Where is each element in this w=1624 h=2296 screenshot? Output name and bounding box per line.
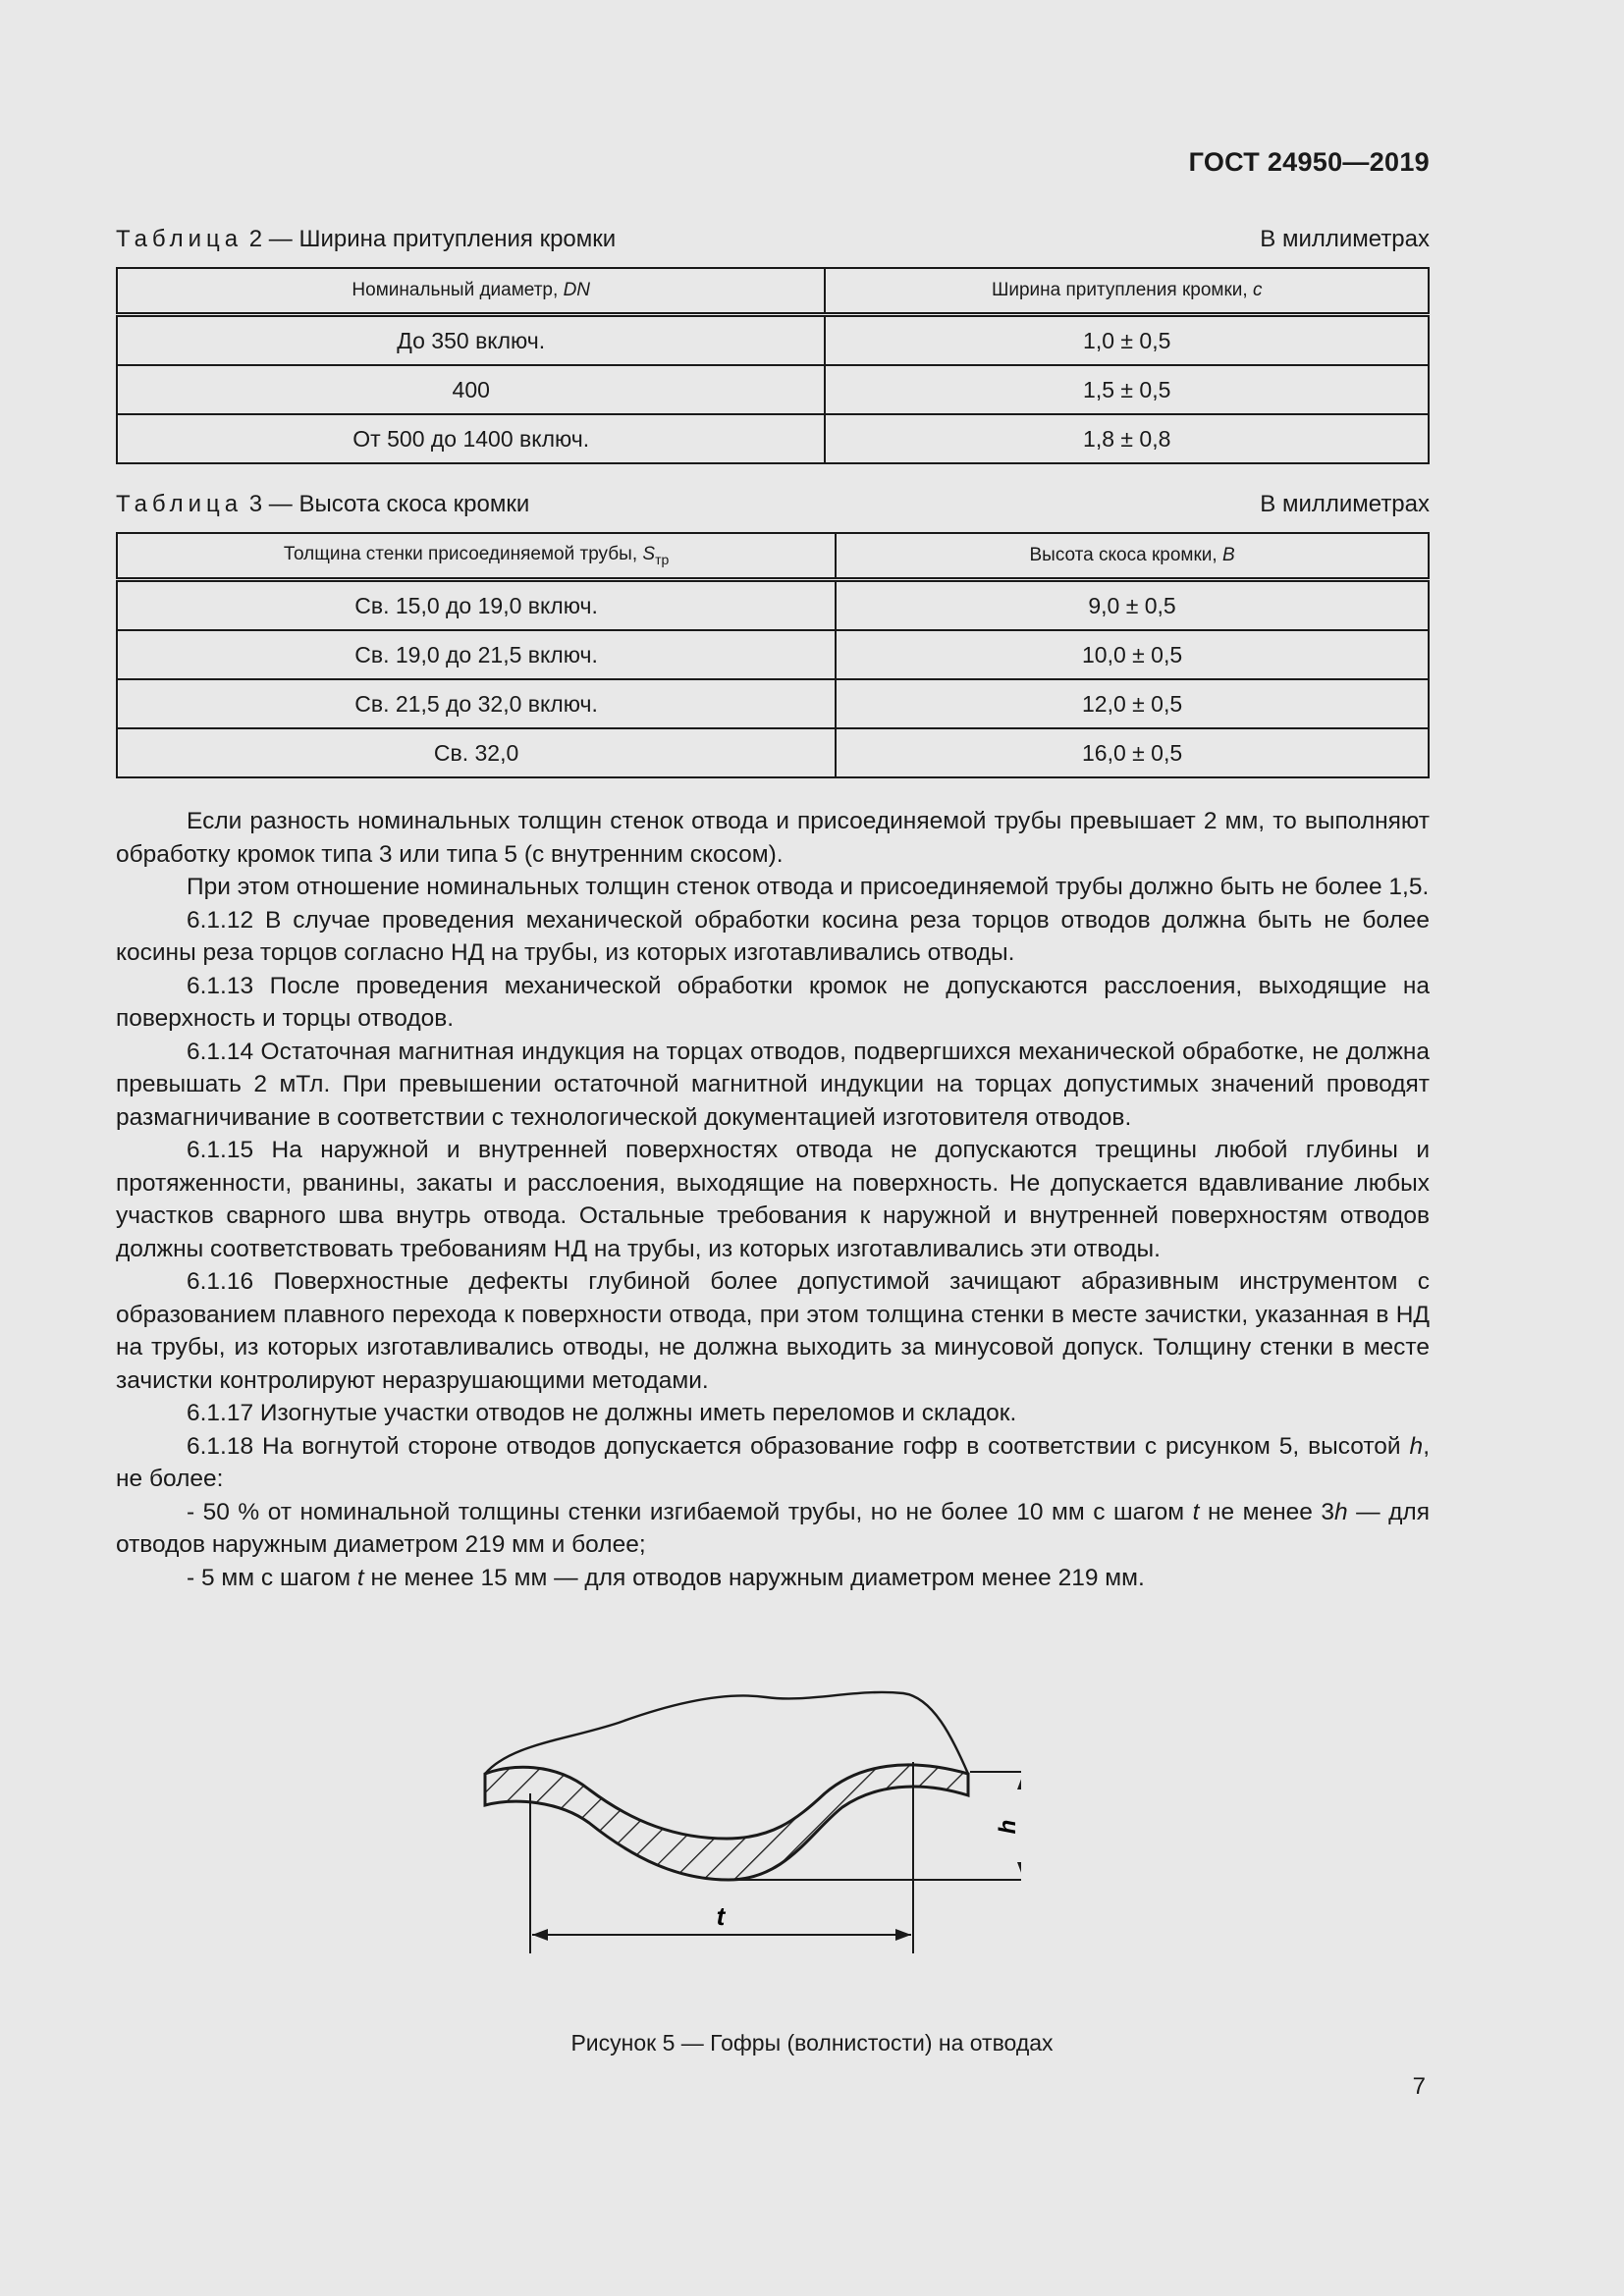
paragraph: Если разность номинальных толщин стенок отвода и присоединяемой трубы превышает 2 мм, то выполняют обработку кромок типа 3 или типа 5 (с внутренним скосом). (116, 808, 1430, 868)
h-label: h (995, 1819, 1021, 1835)
table2-caption-word: Таблица (116, 226, 244, 252)
paragraph: При этом отношение номинальных толщин стенок отвода и присоединяемой трубы должно быть не более 1,5. (187, 874, 1430, 900)
table3 (116, 532, 1430, 778)
t-label: t (716, 1901, 726, 1931)
table2-units: В миллиметрах (1260, 226, 1430, 252)
table3-caption-title: 3 — Высота скоса кромки (243, 491, 530, 517)
table-cell: 9,0 ± 0,5 (836, 580, 1429, 631)
table-row (117, 679, 1429, 728)
h-arrow-bottom (1017, 1862, 1021, 1878)
list-item: - 50 % от номинальной толщины стенки изгибаемой трубы, но не более 10 мм с шагом t не менее 3h — для отводов наружным диаметром 219 мм и более; (116, 1498, 1430, 1558)
table2-caption (116, 226, 1430, 255)
table-cell: Св. 19,0 до 21,5 включ. (117, 630, 836, 679)
table-row (117, 728, 1429, 777)
table-cell: 1,5 ± 0,5 (825, 365, 1429, 414)
table3-caption (116, 491, 1430, 520)
table-cell: От 500 до 1400 включ. (117, 414, 825, 463)
table2-col2-header: Ширина притупления кромки, c (825, 268, 1429, 315)
table-row (117, 365, 1429, 414)
corrugated-wall-section (485, 1765, 968, 1880)
table3-col2-header: Высота скоса кромки, B (836, 533, 1429, 580)
table3-caption-word: Таблица (116, 491, 244, 517)
body-text (116, 805, 1430, 1594)
table-cell: Св. 15,0 до 19,0 включ. (117, 580, 836, 631)
list-item: - 5 мм с шагом t не менее 15 мм — для отводов наружным диаметром менее 219 мм. (187, 1564, 1145, 1591)
paragraph-6-1-17: 6.1.17 Изогнутые участки отводов не должны иметь переломов и складок. (187, 1400, 1017, 1426)
table-row (117, 630, 1429, 679)
table2-header-row (117, 268, 1429, 315)
paragraph-6-1-15: 6.1.15 На наружной и внутренней поверхностях отвода не допускаются трещины любой глубины и протяженности, рванины, закаты и расслоения, выходящие на поверхность. Не допускается вдавливание любых участков сварного шва внутрь отвода. Остальные требования к наружной и внутренней поверхностям отводов должны соответствовать требованиям НД на трубы, из которых изготавливались эти отводы. (116, 1137, 1430, 1262)
paragraph-6-1-16: 6.1.16 Поверхностные дефекты глубиной более допустимой зачищают абразивным инструментом с образованием плавного перехода к поверхности отвода, при этом толщина стенки в месте зачистки, указанная в НД на трубы, из которых изготавливались отводы, не должна выходить за минусовой допуск. Толщину стенки в месте зачистки контролируют неразрушающими методами. (116, 1268, 1430, 1394)
paragraph-6-1-14: 6.1.14 Остаточная магнитная индукция на торцах отводов, подвергшихся механической обработке, не должна превышать 2 мТл. При превышении остаточной магнитной индукции на торцах допустимых значений проводят размагничивание в соответствии с технологической документацией изготовителя отводов. (116, 1038, 1430, 1131)
table-cell: 1,8 ± 0,8 (825, 414, 1429, 463)
t-arrow-left (532, 1929, 548, 1941)
table-row (117, 580, 1429, 631)
table-cell: 400 (117, 365, 825, 414)
page-number: 7 (1412, 2073, 1426, 2100)
table-cell: 1,0 ± 0,5 (825, 315, 1429, 366)
paragraph-6-1-12: 6.1.12 В случае проведения механической обработки косина реза торцов отводов должна быть не более косины реза торцов согласно НД на трубы, из которых изготавливались отводы. (116, 906, 1430, 966)
table-cell: 12,0 ± 0,5 (836, 679, 1429, 728)
table2-col1-header: Номинальный диаметр, DN (117, 268, 825, 315)
corrugation-figure (471, 1683, 1021, 1968)
table-cell: 10,0 ± 0,5 (836, 630, 1429, 679)
table3-units: В миллиметрах (1260, 491, 1430, 517)
table-cell: До 350 включ. (117, 315, 825, 366)
figure-caption: Рисунок 5 — Гофры (волнистости) на отводах (570, 2030, 1054, 2056)
table-cell: 16,0 ± 0,5 (836, 728, 1429, 777)
paragraph-6-1-18: 6.1.18 На вогнутой стороне отводов допускается образование гофр в соответствии с рисунком 5, высотой h, не более: (116, 1432, 1430, 1492)
pipe-outer-contour (485, 1692, 968, 1774)
t-arrow-right (895, 1929, 911, 1941)
table2-caption-title: 2 — Ширина притупления кромки (243, 226, 617, 252)
table-row (117, 315, 1429, 366)
h-arrow-top (1017, 1774, 1021, 1789)
table2 (116, 267, 1430, 464)
table3-header-row (117, 533, 1429, 580)
document-code: ГОСТ 24950—2019 (1188, 147, 1430, 177)
paragraph-6-1-13: 6.1.13 После проведения механической обработки кромок не допускаются расслоения, выходящие на поверхность и торцы отводов. (116, 972, 1430, 1032)
table3-col1-header: Толщина стенки присоединяемой трубы, $S_{тр}$ (117, 533, 836, 580)
table-cell: Св. 32,0 (117, 728, 836, 777)
table-cell: Св. 21,5 до 32,0 включ. (117, 679, 836, 728)
table-row (117, 414, 1429, 463)
